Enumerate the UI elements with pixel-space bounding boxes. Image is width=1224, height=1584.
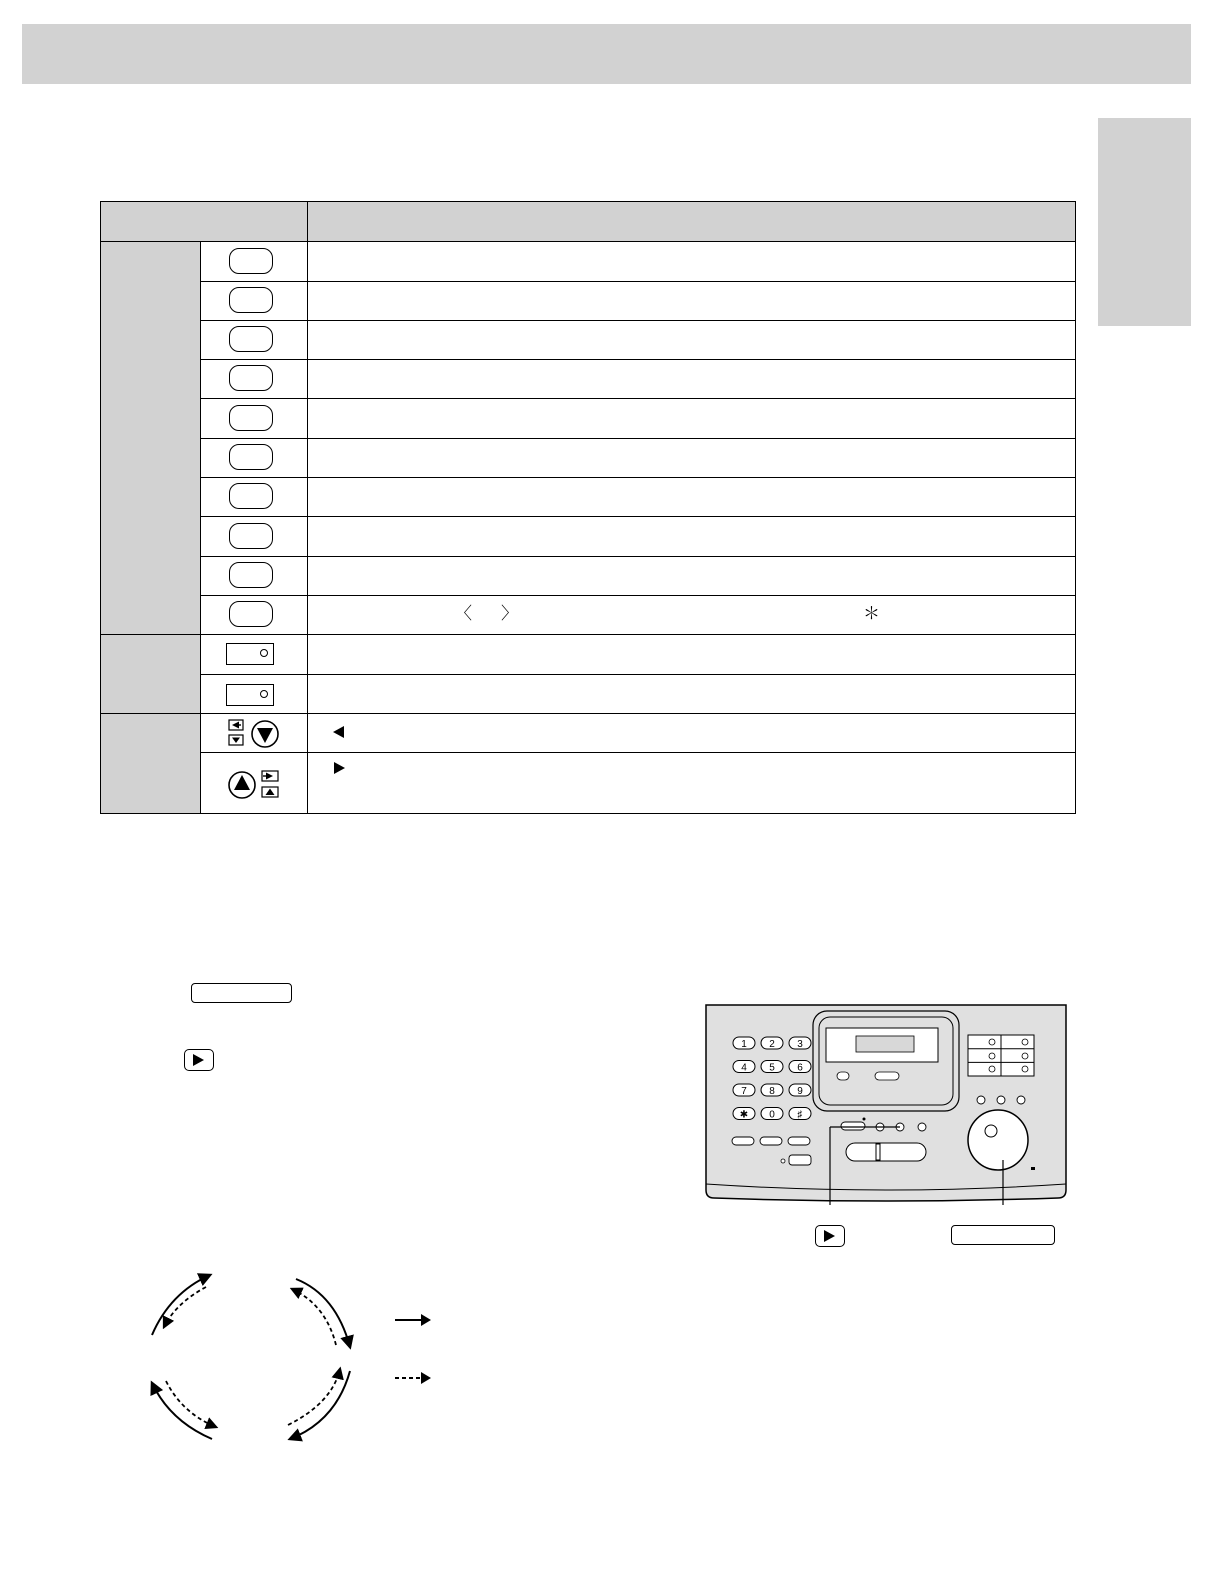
legend-dashed-arrow: [393, 1368, 435, 1388]
rounded-key-icon: [229, 562, 273, 588]
rounded-key-icon: [229, 601, 273, 627]
right-triangle-icon: [334, 762, 345, 774]
led-icon: [260, 649, 268, 657]
up-arrow-key-icon: [262, 787, 278, 797]
keypad-key: [789, 1037, 811, 1050]
group-cell-led-buttons: [101, 635, 201, 714]
dashed-arrow-icon: [164, 1287, 206, 1327]
solid-arrow-icon: [296, 1279, 350, 1347]
down-arrow-key-icon: [229, 735, 243, 745]
keypad-key-label: 3: [797, 1039, 803, 1050]
up-arrow-circle-icon: [229, 772, 255, 798]
left-arrow-key-icon: [229, 720, 243, 730]
solid-arrow-icon: [290, 1371, 350, 1439]
keypad-key-label: 9: [797, 1086, 803, 1097]
play-triangle-icon: [193, 1054, 204, 1066]
fax-control-panel: [700, 1000, 1072, 1205]
rounded-key-icon: [229, 248, 273, 274]
keypad-key-label: 8: [769, 1086, 775, 1097]
keypad-key-label: 2: [769, 1039, 775, 1050]
keypad-key-label: ♯: [797, 1109, 803, 1121]
solid-arrow-icon: [152, 1383, 212, 1439]
rounded-key-icon: [229, 365, 273, 391]
dashed-arrow-icon: [166, 1381, 216, 1427]
keypad-key: [733, 1084, 755, 1097]
play-key-button: [184, 1049, 214, 1071]
keypad-key-label: 7: [741, 1086, 747, 1097]
keypad-key: [733, 1061, 755, 1074]
rounded-key-icon: [229, 523, 273, 549]
keypad-key: [761, 1084, 783, 1097]
right-arrow-key-icon: [262, 771, 278, 781]
row-line: [201, 320, 1075, 321]
keypad-key-label: 0: [769, 1109, 775, 1121]
key-function-table: [100, 201, 1076, 814]
rect-led-button-icon: [226, 643, 274, 665]
header-divider: [307, 202, 308, 242]
play-triangle-icon: [824, 1230, 835, 1242]
keypad-key: [733, 1037, 755, 1050]
group-cell-function-keys: [101, 242, 201, 635]
callout-play-key: [815, 1225, 845, 1247]
jog-dial: [968, 1110, 1028, 1170]
keypad-key: [733, 1108, 755, 1121]
row-line: [201, 674, 1075, 675]
volume-slider: [846, 1143, 926, 1161]
divider-v2: [307, 242, 308, 813]
nav-keys-up: [227, 767, 283, 803]
header-band: [22, 24, 1191, 84]
keypad-key: [789, 1061, 811, 1074]
rounded-key-icon: [229, 444, 273, 470]
group-cell-navigation: [101, 714, 201, 813]
left-angle-glyph: 〈: [455, 604, 472, 623]
keypad-key-label: 4: [741, 1062, 747, 1074]
row-line: [201, 438, 1075, 439]
cycle-diagram: [130, 1265, 370, 1445]
asterisk-glyph: ＊: [863, 604, 880, 623]
row-line: [201, 595, 1075, 596]
down-arrow-circle-icon: [252, 721, 278, 747]
row-line: [201, 398, 1075, 399]
row-line: [201, 477, 1075, 478]
rounded-key-icon: [229, 483, 273, 509]
keypad-key: [761, 1108, 783, 1121]
row-line: [201, 359, 1075, 360]
rounded-key-icon: [229, 405, 273, 431]
rounded-key-icon: [229, 326, 273, 352]
nav-keys-down: [227, 716, 283, 752]
keypad-key-label: 6: [797, 1062, 803, 1074]
keypad-key: [761, 1037, 783, 1050]
divider-v1: [200, 242, 201, 813]
keypad-key-label: 1: [741, 1039, 747, 1050]
right-angle-glyph: 〉: [501, 604, 518, 623]
dashed-arrow-icon: [288, 1369, 340, 1425]
row-line: [201, 556, 1075, 557]
blank-key-button: [191, 983, 292, 1003]
left-triangle-icon: [333, 726, 344, 738]
keypad-key: [761, 1061, 783, 1074]
callout-dial-key: [951, 1225, 1055, 1245]
keypad-key: [789, 1084, 811, 1097]
group-line: [101, 713, 1075, 714]
keypad-key-label: ✱: [739, 1109, 749, 1121]
row-line: [201, 516, 1075, 517]
row-line: [201, 752, 1075, 753]
rounded-key-icon: [229, 287, 273, 313]
led-icon: [260, 690, 268, 698]
legend-solid-arrow: [393, 1310, 435, 1330]
keypad-key: [789, 1108, 811, 1121]
row-line: [201, 281, 1075, 282]
side-index-tab: [1098, 118, 1191, 326]
dashed-arrow-icon: [292, 1289, 336, 1345]
rect-led-button-icon: [226, 684, 274, 706]
keypad-key-label: 5: [769, 1062, 775, 1074]
table-header: [101, 202, 1075, 242]
group-line: [101, 634, 1075, 635]
